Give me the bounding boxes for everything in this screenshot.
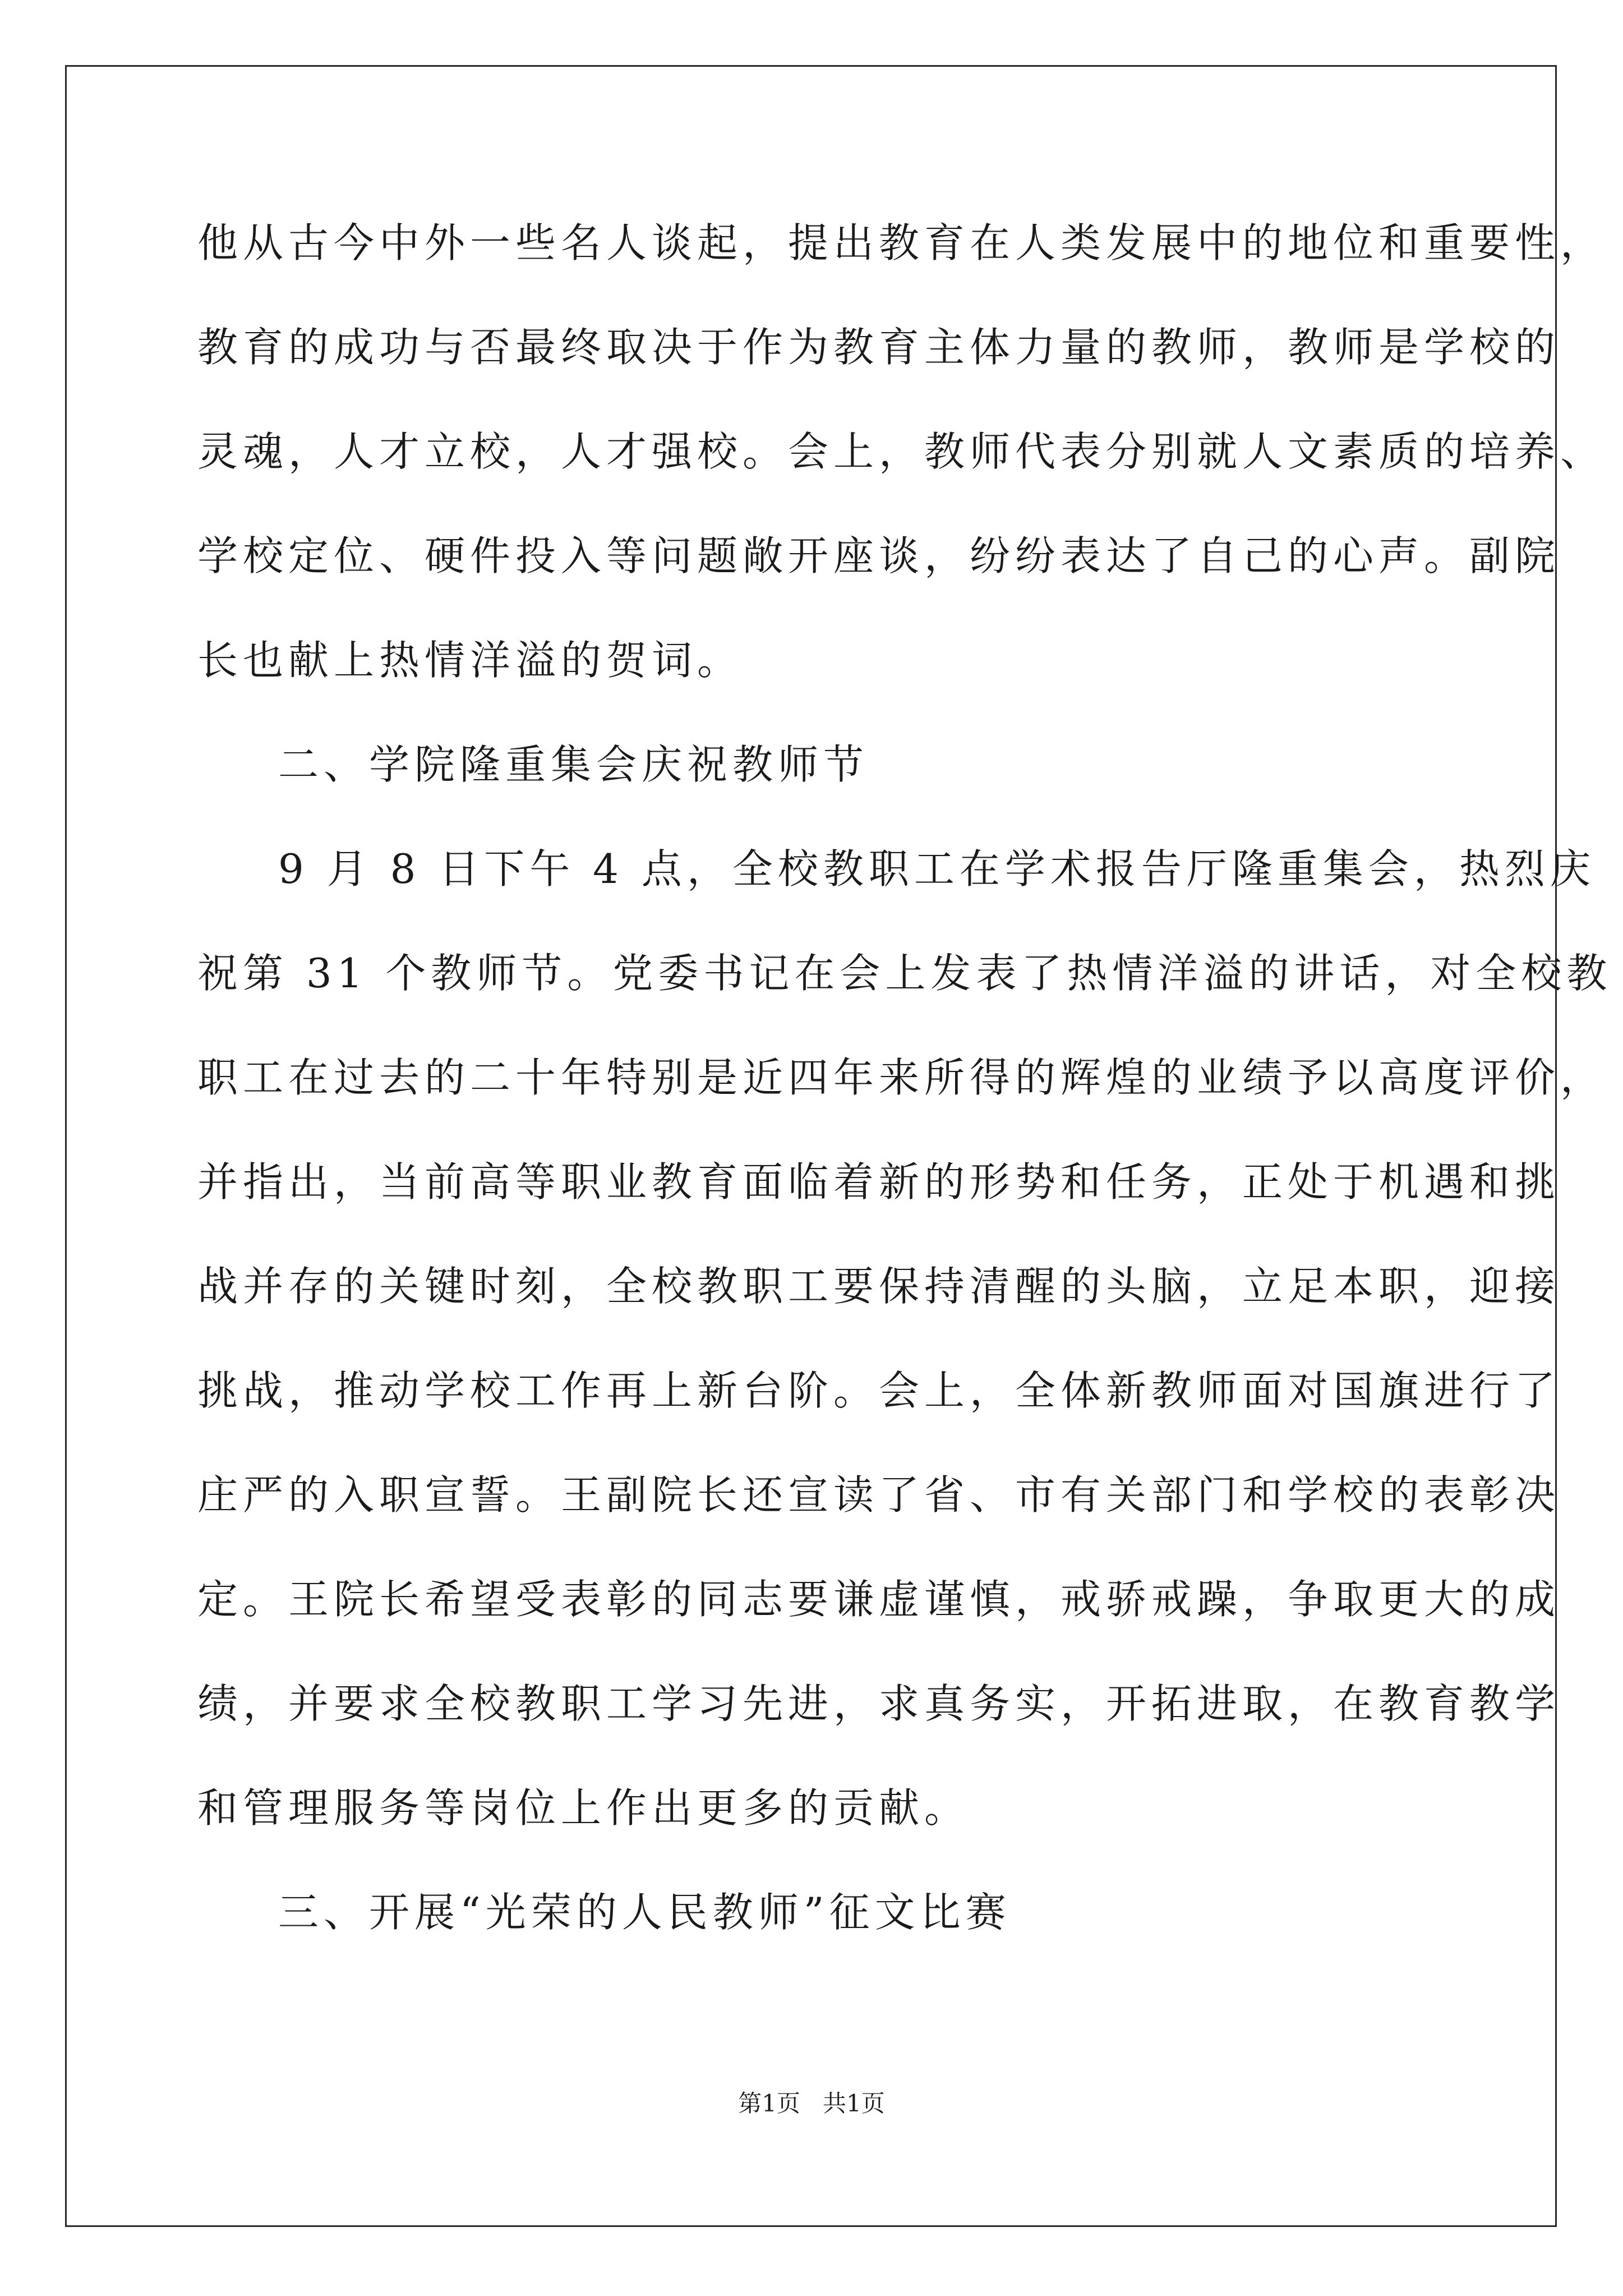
paragraph-line: 祝第 31 个教师节。党委书记在会上发表了热情洋溢的讲话，对全校教 [197, 950, 1612, 997]
paragraph-line: 定。王院长希望受表彰的同志要谦虚谨慎，戒骄戒躁，争取更大的成 [197, 1576, 1561, 1623]
paragraph-line: 9 月 8 日下午 4 点，全校教职工在学术报告厅隆重集会，热烈庆 [278, 845, 1596, 892]
paragraph-line: 他从古今中外一些名人谈起，提出教育在人类发展中的地位和重要性， [197, 219, 1606, 266]
paragraph-line: 教育的成功与否最终取决于作为教育主体力量的教师，教师是学校的 [197, 324, 1561, 371]
section-heading: 二、学院隆重集会庆祝教师节 [278, 741, 869, 788]
page-number-footer: 第1页 共1页 [738, 2090, 885, 2117]
paragraph-line: 职工在过去的二十年特别是近四年来所得的辉煌的业绩予以高度评价， [197, 1054, 1606, 1101]
paragraph-line: 挑战，推动学校工作再上新台阶。会上，全体新教师面对国旗进行了 [197, 1367, 1561, 1414]
paragraph-line: 灵魂，人才立校，人才强校。会上，教师代表分别就人文素质的培养、 [197, 428, 1606, 475]
paragraph-line: 并指出，当前高等职业教育面临着新的形势和任务，正处于机遇和挑 [197, 1158, 1561, 1205]
paragraph-line: 战并存的关键时刻，全校教职工要保持清醒的头脑，立足本职，迎接 [197, 1263, 1561, 1310]
paragraph-line: 长也献上热情洋溢的贺词。 [197, 637, 743, 684]
paragraph-line: 和管理服务等岗位上作出更多的贡献。 [197, 1784, 970, 1832]
paragraph-line: 学校定位、硬件投入等问题敞开座谈，纷纷表达了自己的心声。副院 [197, 532, 1561, 579]
paragraph-line: 庄严的入职宣誓。王副院长还宣读了省、市有关部门和学校的表彰决 [197, 1471, 1561, 1519]
paragraph-line: 绩，并要求全校教职工学习先进，求真务实，开拓进取，在教育教学 [197, 1680, 1561, 1727]
section-heading: 三、开展“光荣的人民教师”征文比赛 [278, 1889, 1011, 1936]
